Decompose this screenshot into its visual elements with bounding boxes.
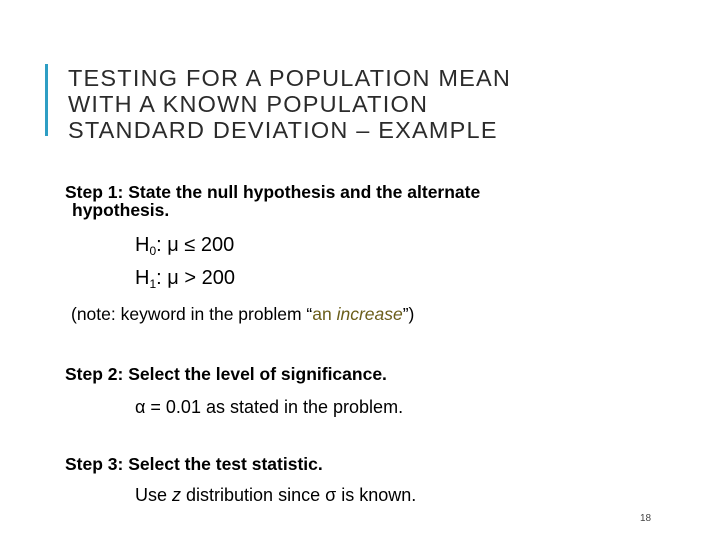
h1-subscript: 1 [149,277,157,291]
step3-heading: Step 3: Select the test statistic. [65,454,323,474]
h0-letter: H [135,234,150,256]
step1-heading-line-1: Step 1: State the null hypothesis and the alternate [65,182,481,202]
title-line-2: WITH A KNOWN POPULATION [68,91,429,117]
note-suffix: ”) [402,304,415,324]
null-hypothesis [135,233,234,257]
alternate-hypothesis [135,266,235,290]
step3-body [135,484,416,506]
title-accent-bar [45,64,48,136]
h0-condition: : μ ≤ 200 [156,234,235,256]
step1-heading-line-2: hypothesis. [72,200,170,220]
h0-subscript: 0 [149,244,157,258]
h1-letter: H [135,267,150,289]
step3-body-variable: z [172,485,182,505]
note-keyword-increase: increase [336,304,403,324]
h1-condition: : μ > 200 [156,267,235,289]
note-keyword-an: an [312,304,332,324]
note-prefix: (note: keyword in the problem “ [71,304,313,324]
slide-title [68,65,668,143]
step2-heading: Step 2: Select the level of significance. [65,364,387,384]
keyword-note [71,304,414,324]
title-line-3: STANDARD DEVIATION – EXAMPLE [68,117,498,143]
step2-body: α = 0.01 as stated in the problem. [135,397,404,417]
step3-body-suffix: distribution since σ is known. [181,485,417,505]
title-line-1: TESTING FOR A POPULATION MEAN [68,65,512,91]
page-number: 18 [640,513,652,524]
step3-body-prefix: Use [135,485,173,505]
